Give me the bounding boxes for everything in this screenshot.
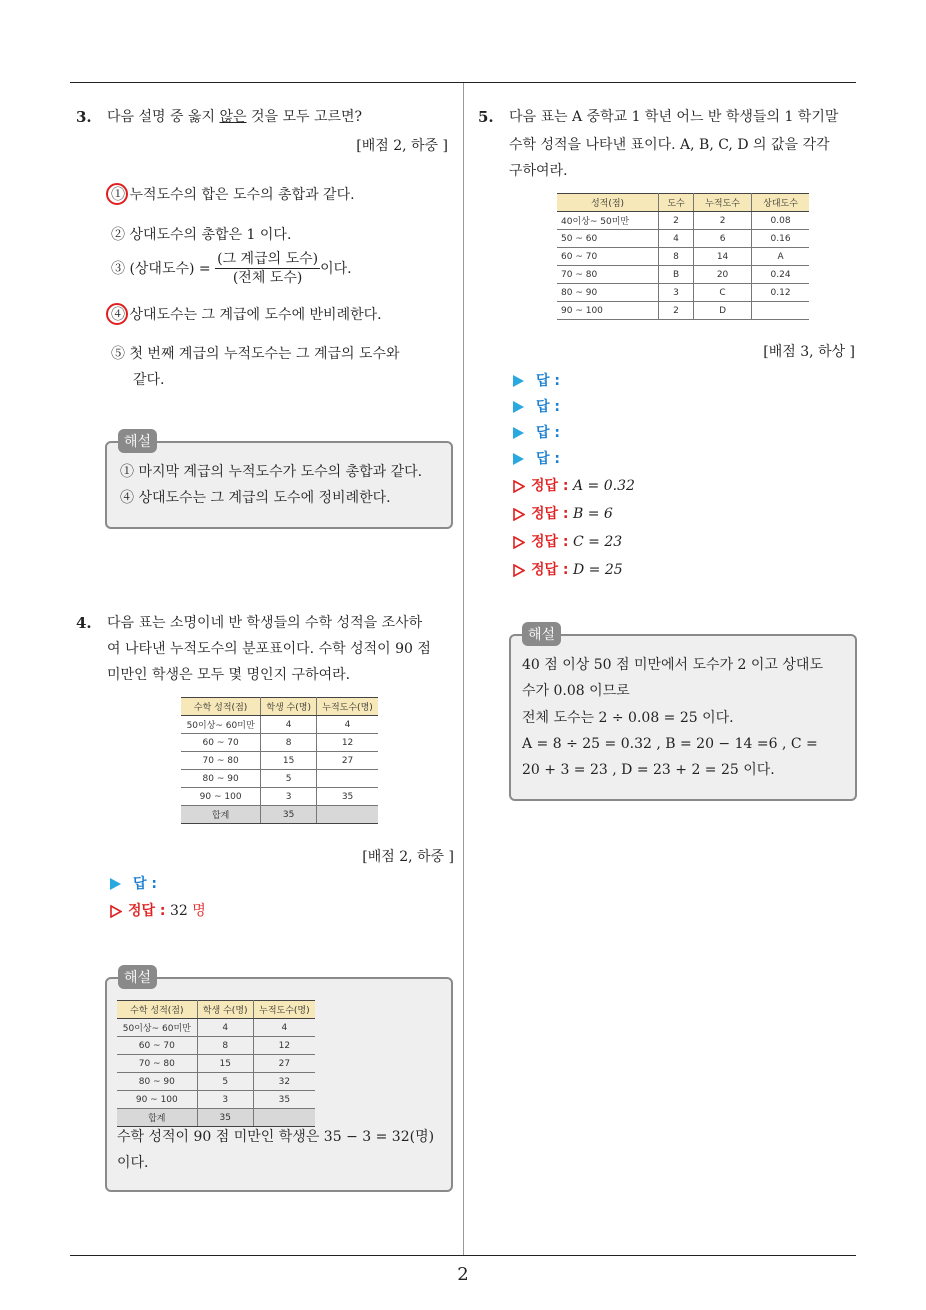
q5-table-cell: B	[659, 266, 694, 284]
q4-table-cell: 12	[317, 734, 378, 752]
q4-table-cell: 15	[261, 752, 317, 770]
q3-prompt-after: 것을 모두 고르면?	[246, 109, 363, 125]
q5-table-cell: 4	[659, 230, 694, 248]
q5-table-cell: 90 ~ 100	[557, 302, 659, 320]
q4-prompt-line-3: 미만인 학생은 모두 몇 명인지 구하여라.	[107, 667, 351, 683]
q5-correct-label: 정답 :	[531, 562, 569, 578]
q3-explain-tag: 해설	[118, 429, 157, 453]
table-row	[117, 1091, 315, 1109]
q4-table-cell	[317, 806, 378, 824]
q3-explain-line-1: ① 마지막 계급의 누적도수가 도수의 총합과 같다.	[120, 464, 423, 480]
table-row	[557, 302, 809, 320]
q5-correct-value: A = 0.32	[572, 478, 635, 494]
q4-table-cell: 3	[261, 788, 317, 806]
q5-table-header: 도수	[659, 194, 694, 212]
q5-table-cell: 60 ~ 70	[557, 248, 659, 266]
q5-meta: [배점 3, 하상 ]	[763, 344, 855, 360]
q4-meta: [배점 2, 하중 ]	[362, 849, 454, 865]
q5-correct-row-1	[513, 475, 635, 497]
q4-table-cell: 27	[317, 752, 378, 770]
q3-option-3	[111, 250, 352, 287]
q5-table-cell: C	[694, 284, 752, 302]
q5-answer-label: 답 :	[536, 425, 560, 441]
q5-table-cell: 0.16	[752, 230, 809, 248]
q3-option-4: ④ 상대도수는 그 계급에 도수에 반비례한다.	[111, 307, 382, 323]
play-triangle-icon	[513, 375, 524, 387]
q4-prompt-line-1: 다음 표는 소명이네 반 학생들의 수학 성적을 조사하	[107, 615, 423, 631]
q3-meta: [배점 2, 하중 ]	[356, 138, 448, 154]
q5-table-cell: 2	[694, 212, 752, 230]
q3-option-3-fraction	[215, 250, 320, 287]
q5-table-cell: 14	[694, 248, 752, 266]
table-row	[557, 230, 809, 248]
q3-explain-line-2: ④ 상대도수는 그 계급의 도수에 정비례한다.	[120, 490, 391, 506]
q4-explain-table-cell: 60 ~ 70	[117, 1037, 197, 1055]
q4-correct-unit: 명	[192, 903, 206, 919]
bottom-rule	[70, 1255, 856, 1256]
q5-table-cell: 0.24	[752, 266, 809, 284]
q4-table-cell: 35	[261, 806, 317, 824]
q4-correct-row	[110, 900, 206, 922]
table-row	[117, 1019, 315, 1037]
q4-explain-table-cell: 50이상~ 60미만	[117, 1019, 197, 1037]
q3-option-2: ② 상대도수의 총합은 1 이다.	[111, 227, 292, 243]
q4-explain-table-cell: 5	[197, 1073, 253, 1091]
table-row	[557, 284, 809, 302]
q5-table-cell: 6	[694, 230, 752, 248]
q4-correct-label: 정답 :	[128, 903, 166, 919]
play-triangle-icon	[513, 453, 524, 465]
q5-table-cell: D	[694, 302, 752, 320]
q3-prompt	[107, 104, 362, 130]
q5-table-cell: 8	[659, 248, 694, 266]
q5-table-cell: A	[752, 248, 809, 266]
q4-explain-table-cell: 4	[197, 1019, 253, 1037]
q3-option-5-cont: 같다.	[133, 372, 165, 388]
q4-explain-table-header: 누적도수(명)	[253, 1001, 315, 1019]
q4-explain-table-cell: 70 ~ 80	[117, 1055, 197, 1073]
table-row	[557, 248, 809, 266]
q5-table-cell	[752, 302, 809, 320]
q5-explain-line-2: 수가 0.08 이므로	[522, 683, 630, 699]
q4-table	[181, 697, 378, 824]
q5-table-header: 성적(점)	[557, 194, 659, 212]
q4-explain-table-cell: 35	[253, 1091, 315, 1109]
q5-correct-row-2	[513, 503, 613, 525]
q5-table-header: 상대도수	[752, 194, 809, 212]
q5-table-cell: 3	[659, 284, 694, 302]
q4-table-header: 학생 수(명)	[261, 698, 317, 716]
q5-table-cell: 20	[694, 266, 752, 284]
q4-table-cell: 4	[317, 716, 378, 734]
table-row	[181, 788, 378, 806]
q5-correct-label: 정답 :	[531, 506, 569, 522]
q3-fraction-numerator: (그 계급의 도수)	[217, 251, 319, 267]
q5-number: 5.	[478, 108, 494, 126]
q4-prompt-line-2: 여 나타낸 누적도수의 분포표이다. 수학 성적이 90 점	[107, 641, 431, 657]
q5-correct-label: 정답 :	[531, 534, 569, 550]
table-row	[181, 752, 378, 770]
page-number: 2	[457, 1264, 469, 1285]
q4-explain-table-cell: 12	[253, 1037, 315, 1055]
q4-answer-label: 답 :	[133, 876, 157, 892]
q4-explain-table-cell: 80 ~ 90	[117, 1073, 197, 1091]
q5-table-cell: 0.12	[752, 284, 809, 302]
q5-correct-value: C = 23	[572, 534, 623, 550]
q4-table-cell: 50이상~ 60미만	[181, 716, 261, 734]
table-row	[557, 266, 809, 284]
q4-table-header: 수학 성적(점)	[181, 698, 261, 716]
column-divider	[463, 83, 464, 1255]
q4-table-cell: 80 ~ 90	[181, 770, 261, 788]
q5-correct-label: 정답 :	[531, 478, 569, 494]
table-row	[117, 1055, 315, 1073]
q5-answer-row-2	[513, 396, 560, 418]
q3-fraction-denominator: (전체 도수)	[232, 270, 303, 286]
q4-answer-row	[110, 873, 157, 895]
q5-answer-row-3	[513, 422, 560, 444]
q5-answer-label: 답 :	[536, 373, 560, 389]
q4-table-cell: 70 ~ 80	[181, 752, 261, 770]
q5-explain-tag: 해설	[522, 622, 561, 646]
q5-answer-label: 답 :	[536, 399, 560, 415]
q5-prompt-line-2: 수학 성적을 나타낸 표이다. A, B, C, D 의 값을 각각	[509, 137, 830, 153]
q4-table-cell	[317, 770, 378, 788]
q4-explain-table-cell: 35	[197, 1109, 253, 1127]
q5-table-cell: 0.08	[752, 212, 809, 230]
q5-table-header: 누적도수	[694, 194, 752, 212]
q5-prompt-line-3: 구하여라.	[509, 163, 568, 179]
q5-table-cell: 70 ~ 80	[557, 266, 659, 284]
q4-table-cell: 5	[261, 770, 317, 788]
q4-table-cell: 4	[261, 716, 317, 734]
q4-explain-table-cell: 합계	[117, 1109, 197, 1127]
q5-correct-value: D = 25	[572, 562, 623, 578]
q3-option-1: ① 누적도수의 합은 도수의 총합과 같다.	[111, 187, 355, 203]
outline-triangle-icon	[110, 905, 122, 918]
play-triangle-icon	[110, 878, 121, 890]
q4-explain-table-cell: 32	[253, 1073, 315, 1091]
q4-table-header: 누적도수(명)	[317, 698, 378, 716]
q4-explain-table-header: 수학 성적(점)	[117, 1001, 197, 1019]
q4-explain-tag: 해설	[118, 965, 157, 989]
q5-correct-row-4	[513, 559, 623, 581]
q5-table-cell: 2	[659, 212, 694, 230]
q4-explain-table-cell: 15	[197, 1055, 253, 1073]
q4-table-cell: 35	[317, 788, 378, 806]
q4-explain-table-cell: 4	[253, 1019, 315, 1037]
q5-answer-row-4	[513, 448, 560, 470]
q3-option-3-lead: ③ (상대도수) =	[111, 260, 211, 277]
q5-explain-line-5: 20 + 3 = 23 , D = 23 + 2 = 25 이다.	[522, 762, 775, 778]
outline-triangle-icon	[513, 564, 525, 577]
q4-correct-value: 32	[169, 903, 188, 919]
q5-table-cell: 40이상~ 50미만	[557, 212, 659, 230]
table-row	[181, 716, 378, 734]
outline-triangle-icon	[513, 480, 525, 493]
q3-option-5: ⑤ 첫 번째 계급의 누적도수는 그 계급의 도수와	[111, 346, 400, 362]
q4-table-cell: 합계	[181, 806, 261, 824]
table-row	[117, 1037, 315, 1055]
q5-correct-value: B = 6	[572, 506, 613, 522]
play-triangle-icon	[513, 401, 524, 413]
outline-triangle-icon	[513, 536, 525, 549]
q4-explain-line-2: 이다.	[117, 1155, 149, 1171]
q3-prompt-underlined: 않은	[219, 109, 247, 125]
q4-table-cell: 60 ~ 70	[181, 734, 261, 752]
q3-number: 3.	[76, 108, 92, 126]
q3-option-3-tail: 이다.	[320, 260, 352, 277]
table-row	[117, 1073, 315, 1091]
q5-explain-line-4: A = 8 ÷ 25 = 0.32 , B = 20 − 14 =6 , C =	[522, 736, 818, 752]
q4-explain-line-1: 수학 성적이 90 점 미만인 학생은 35 − 3 = 32(명)	[117, 1129, 435, 1145]
q5-table	[557, 193, 809, 320]
q5-table-cell: 80 ~ 90	[557, 284, 659, 302]
q4-number: 4.	[76, 614, 92, 632]
q4-explain-table-cell: 90 ~ 100	[117, 1091, 197, 1109]
q5-table-cell: 50 ~ 60	[557, 230, 659, 248]
q3-prompt-before: 다음 설명 중 옳지	[107, 109, 220, 125]
table-row	[557, 212, 809, 230]
q5-explain-line-3: 전체 도수는 2 ÷ 0.08 = 25 이다.	[522, 710, 734, 726]
table-row	[181, 734, 378, 752]
q4-explain-table-cell: 27	[253, 1055, 315, 1073]
q5-explain-line-1: 40 점 이상 50 점 미만에서 도수가 2 이고 상대도	[522, 657, 823, 673]
q4-explain-table-cell: 3	[197, 1091, 253, 1109]
outline-triangle-icon	[513, 508, 525, 521]
q5-answer-label: 답 :	[536, 451, 560, 467]
q4-table-cell: 90 ~ 100	[181, 788, 261, 806]
table-footer-row	[181, 806, 378, 824]
q4-explain-table-header: 학생 수(명)	[197, 1001, 253, 1019]
play-triangle-icon	[513, 427, 524, 439]
table-row	[181, 770, 378, 788]
q4-explain-table	[117, 1000, 315, 1127]
q5-table-cell: 2	[659, 302, 694, 320]
q5-prompt-line-1: 다음 표는 A 중학교 1 학년 어느 반 학생들의 1 학기말	[509, 109, 839, 125]
q5-correct-row-3	[513, 531, 622, 553]
q4-table-cell: 8	[261, 734, 317, 752]
q5-answer-row-1	[513, 370, 560, 392]
q4-explain-table-cell: 8	[197, 1037, 253, 1055]
